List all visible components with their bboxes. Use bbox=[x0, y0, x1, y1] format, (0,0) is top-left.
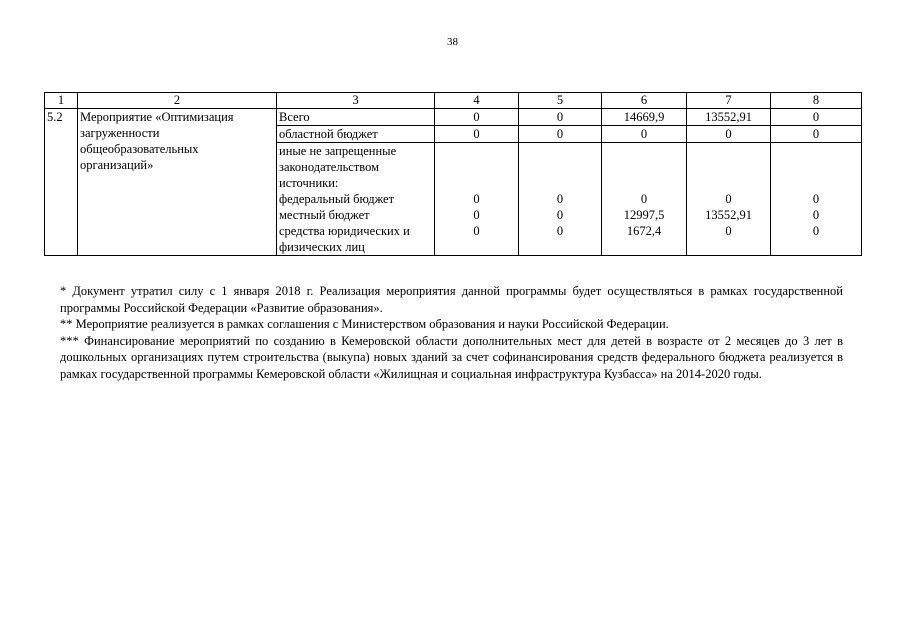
table-cell: 13552,91 bbox=[687, 109, 771, 126]
footnotes bbox=[60, 283, 843, 383]
footnote: * Документ утратил силу с 1 января 2018 г. Реализация мероприятия данной программы будет осуществляться в рамках государственной программы Российской Федерации «Развитие образования». bbox=[60, 284, 843, 315]
table-cell: 0 0 0 bbox=[771, 143, 862, 256]
source-label-other: иные не запрещенные законодательством источники: федеральный бюджет местный бюджет средства юридических и физических лиц bbox=[277, 143, 435, 256]
table-cell: 0 12997,5 1672,4 bbox=[602, 143, 687, 256]
source-label-total: Всего bbox=[277, 109, 435, 126]
footnote: ** Мероприятие реализуется в рамках соглашения с Министерством образования и науки Российской Федерации. bbox=[60, 317, 669, 332]
funding-table bbox=[44, 92, 862, 256]
header-cell: 1 bbox=[45, 93, 78, 109]
table-cell: 0 bbox=[519, 126, 602, 143]
header-cell: 8 bbox=[771, 93, 862, 109]
header-cell: 2 bbox=[78, 93, 277, 109]
header-cell: 5 bbox=[519, 93, 602, 109]
table-cell: 0 bbox=[435, 109, 519, 126]
table-cell: 0 0 0 bbox=[519, 143, 602, 256]
table-cell: 0 bbox=[771, 109, 862, 126]
table-cell: 0 bbox=[687, 126, 771, 143]
table-cell: 0 bbox=[519, 109, 602, 126]
table-cell: 0 bbox=[771, 126, 862, 143]
table-cell: 14669,9 bbox=[602, 109, 687, 126]
table-cell: 0 13552,91 0 bbox=[687, 143, 771, 256]
header-cell: 4 bbox=[435, 93, 519, 109]
table-cell: 0 0 0 bbox=[435, 143, 519, 256]
table-cell: 0 bbox=[435, 126, 519, 143]
header-cell: 7 bbox=[687, 93, 771, 109]
page-number: 38 bbox=[447, 36, 458, 48]
source-label-regional: областной бюджет bbox=[277, 126, 435, 143]
header-cell: 3 bbox=[277, 93, 435, 109]
header-cell: 6 bbox=[602, 93, 687, 109]
footnote: *** Финансирование мероприятий по созданию в Кемеровской области дополнительных мест для детей в возрасте от 2 месяцев до 3 лет в дошкольных организациях путем строительства (выкупа) новых зданий за счет софинансирования средств федерального бюджета реализуется в рамках государственной программы Кемеровской области «Жилищная и социальная инфраструктура Кузбасса» на 2014-2020 годы. bbox=[60, 333, 843, 381]
row-number: 5.2 bbox=[45, 109, 78, 256]
measure-title: Мероприятие «Оптимизация загруженности общеобразовательных организаций» bbox=[78, 109, 277, 256]
table-row-total bbox=[45, 109, 862, 126]
header-row bbox=[45, 93, 862, 109]
table-cell: 0 bbox=[602, 126, 687, 143]
